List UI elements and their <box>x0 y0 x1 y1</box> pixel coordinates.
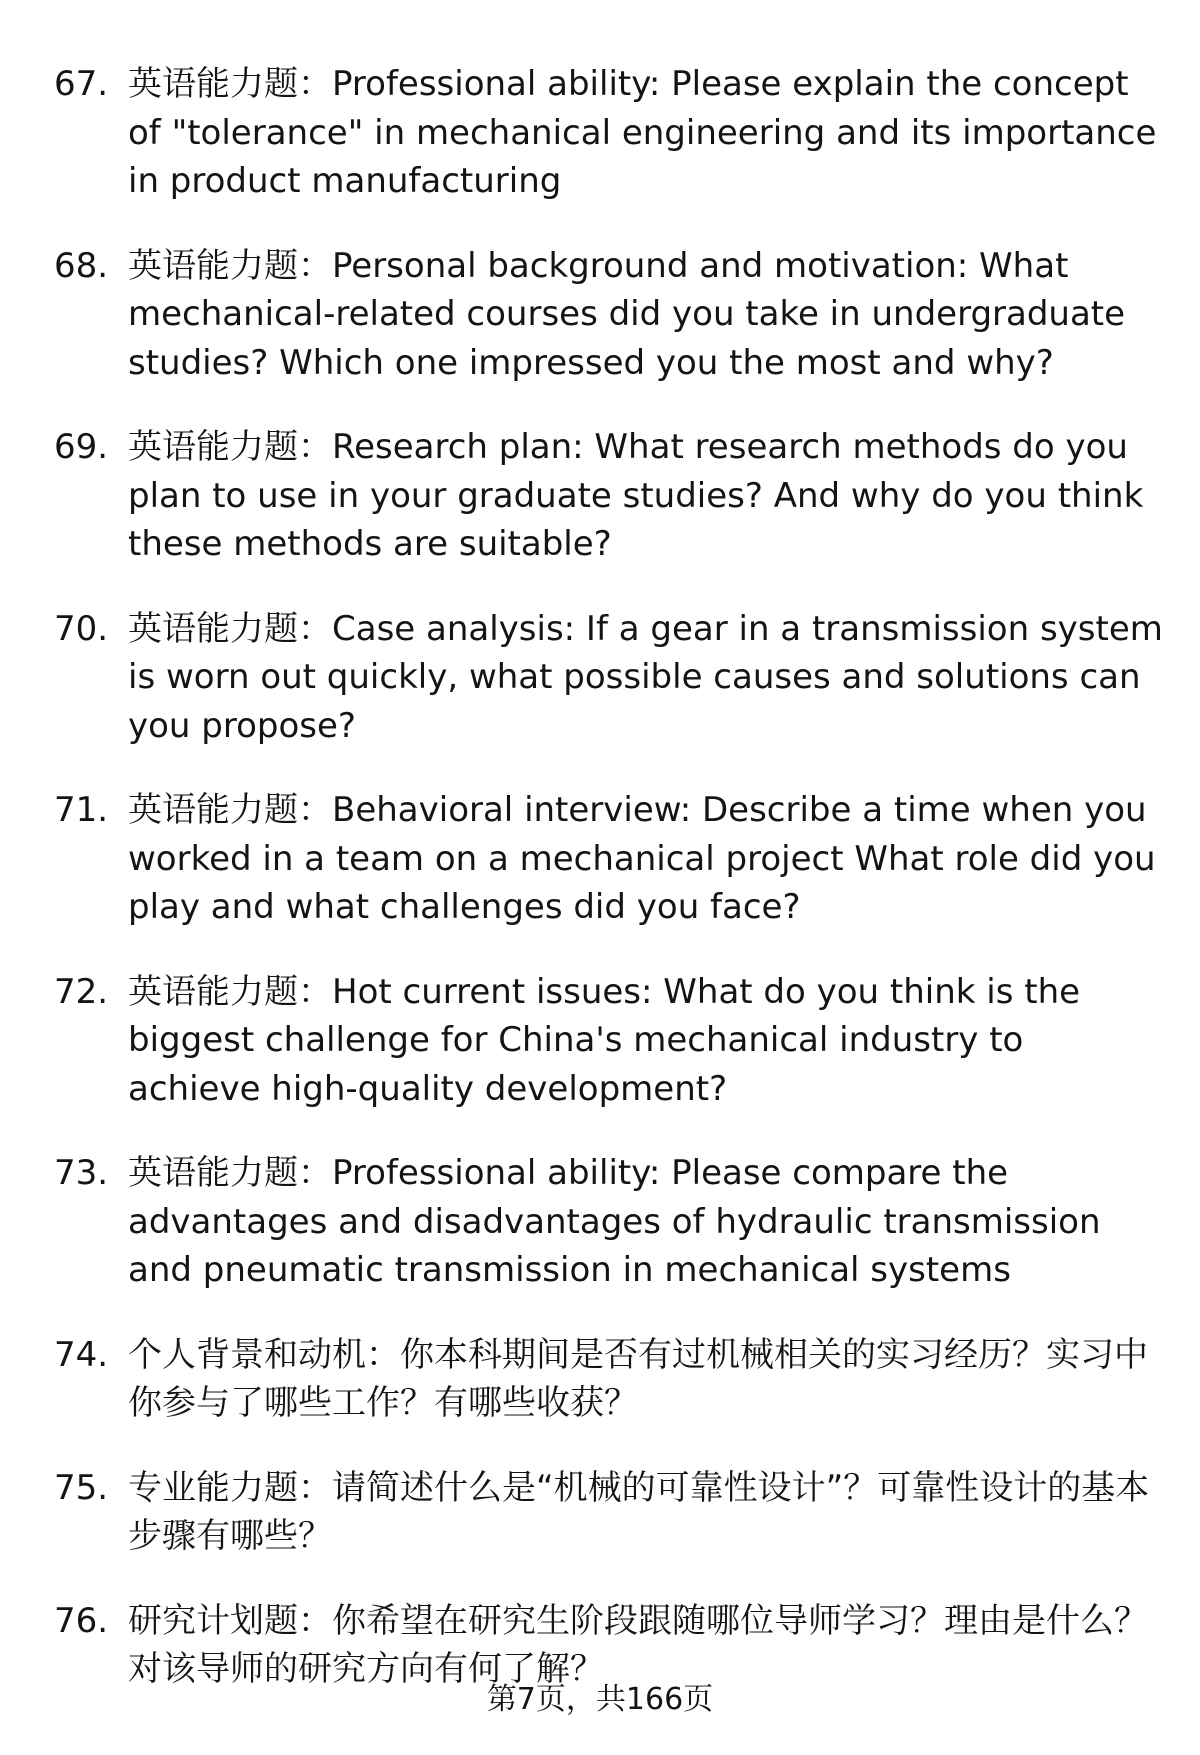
question-number: 73. <box>54 1153 109 1193</box>
question-item <box>54 60 1164 206</box>
question-item <box>54 423 1164 569</box>
question-text: 英语能力题：Hot current issues: What do you think is the biggest challenge for China's mechanical industry to achieve high-quality development? <box>128 971 1081 1109</box>
question-text: 英语能力题：Research plan: What research methods do you plan to use in your graduate studies? And why do you think these methods are suitable? <box>128 427 1144 564</box>
question-item <box>54 1149 1164 1295</box>
question-text: 英语能力题：Behavioral interview: Describe a time when you worked in a team on a mechanical project What role did you play and what challenges did you face? <box>128 790 1156 927</box>
question-number: 72. <box>54 971 109 1012</box>
question-text: 英语能力题：Case analysis: If a gear in a transmission system is worn out quickly, what possible causes and solutions can you propose? <box>128 608 1163 746</box>
question-text: 英语能力题：Professional ability: Please compare the advantages and disadvantages of hydraulic transmission and pneumatic transmission in mechanical systems <box>128 1153 1101 1290</box>
question-text: 英语能力题：Professional ability: Please explain the concept of "tolerance" in mechanical engineering and its importance in product manufacturing <box>128 64 1157 201</box>
question-number: 67. <box>54 64 109 104</box>
page-footer: 第7页，共166页 <box>486 1682 714 1717</box>
question-number: 69. <box>54 427 109 467</box>
question-item <box>54 1464 1164 1561</box>
question-number: 76. <box>54 1600 109 1641</box>
question-text: 专业能力题：请简述什么是“机械的可靠性设计”？可靠性设计的基本步骤有哪些？ <box>128 1467 1150 1556</box>
question-number: 71. <box>54 790 109 830</box>
question-number: 70. <box>54 608 109 649</box>
question-item <box>54 1597 1164 1694</box>
question-list <box>54 60 1164 1730</box>
question-text: 个人背景和动机：你本科期间是否有过机械相关的实习经历？实习中你参与了哪些工作？有哪些收获？ <box>128 1334 1148 1423</box>
question-text: 研究计划题：你希望在研究生阶段跟随哪位导师学习？理由是什么？对该导师的研究方向有何了解？ <box>128 1600 1148 1689</box>
question-text: 英语能力题：Personal background and motivation: What mechanical-related courses did you take in undergraduate studies? Which one impressed you the most and why? <box>128 245 1126 383</box>
question-item <box>54 786 1164 932</box>
question-item <box>54 242 1164 388</box>
question-item <box>54 1331 1164 1428</box>
question-number: 68. <box>54 245 109 286</box>
question-number: 75. <box>54 1467 109 1508</box>
question-number: 74. <box>54 1334 109 1375</box>
question-item <box>54 968 1164 1114</box>
question-item <box>54 605 1164 751</box>
